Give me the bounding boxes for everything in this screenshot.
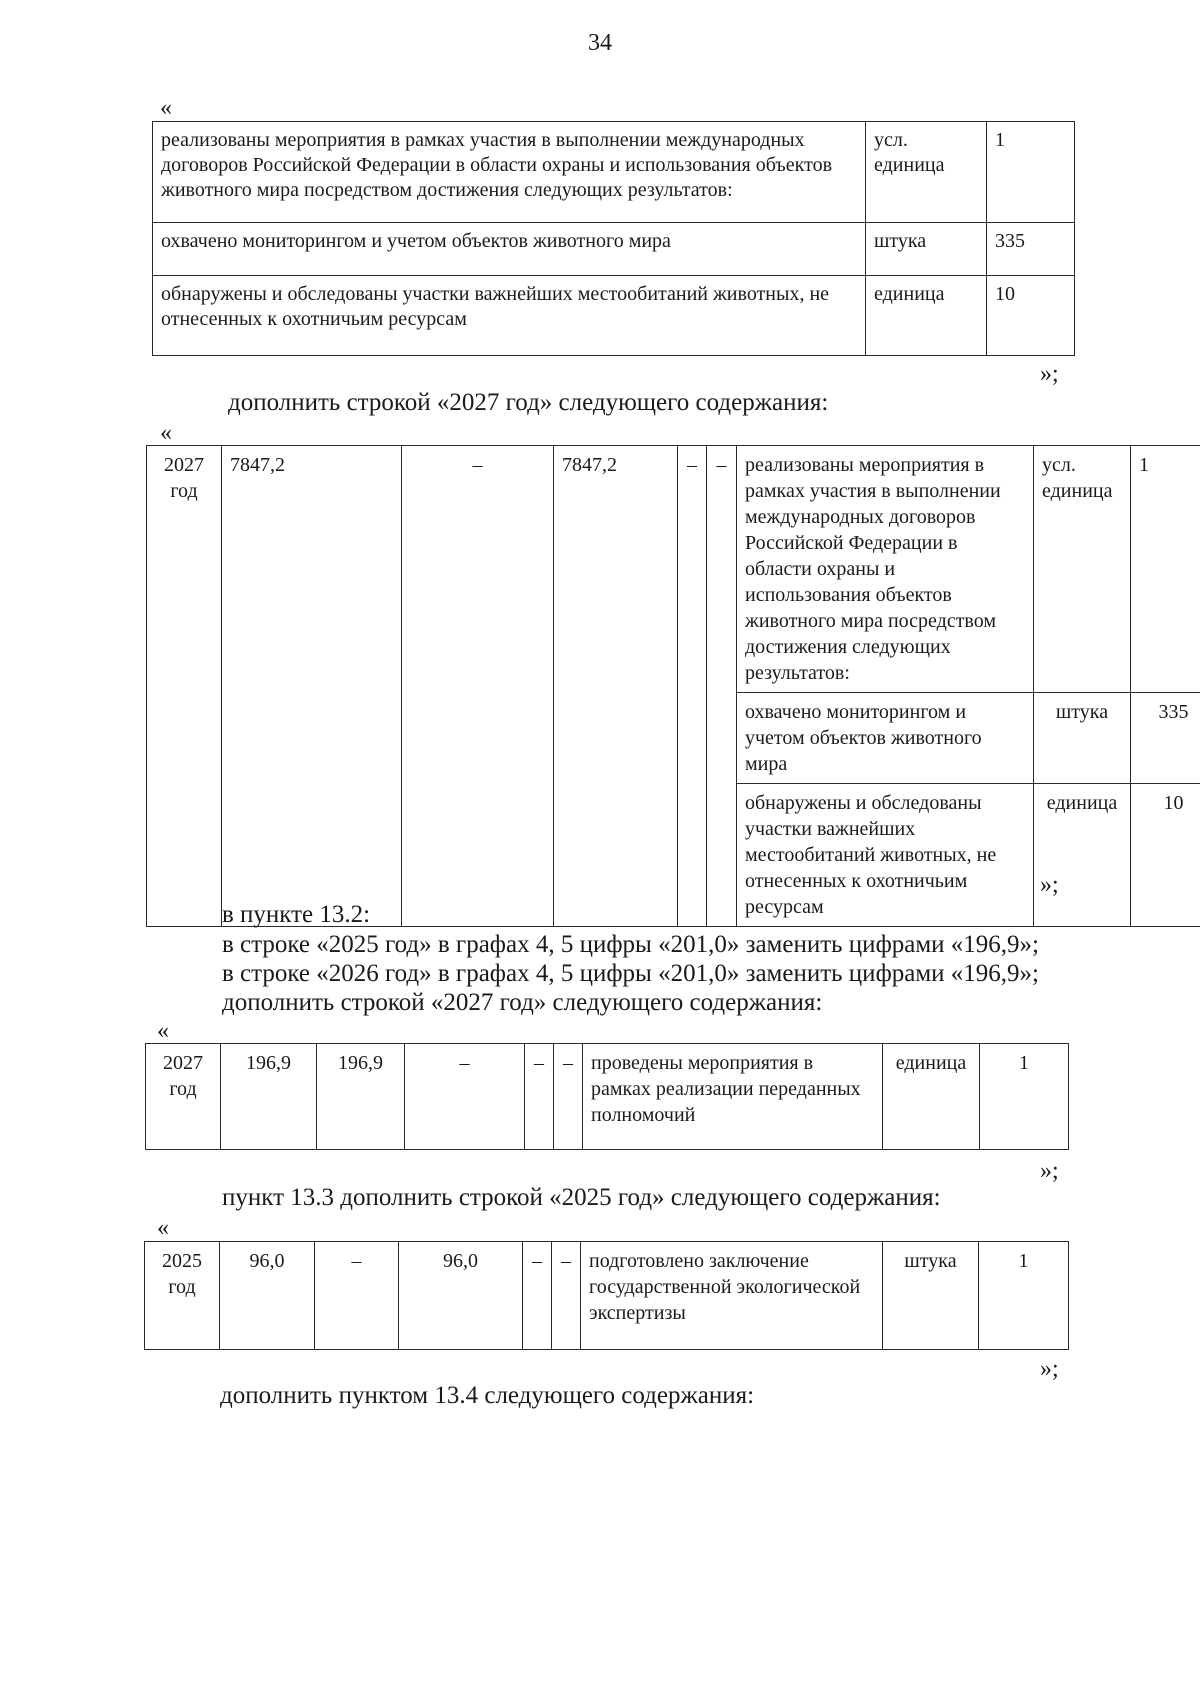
result-text: обнаружены и обследованы участки важнейших местообитаний животных, не отнесенных к охотничьим ресурсам xyxy=(737,784,1034,927)
results-table-1 xyxy=(152,121,1075,356)
table-row xyxy=(146,1044,1069,1150)
amount-col4: 7847,2 xyxy=(554,446,678,927)
amount-col6: – xyxy=(552,1242,581,1350)
close-quote: »; xyxy=(1040,361,1059,387)
result-value: 1 xyxy=(979,1242,1069,1350)
year-cell: 2027 год xyxy=(147,446,222,927)
result-unit: единица xyxy=(866,276,987,356)
page-number: 34 xyxy=(588,30,612,56)
paragraph-add-2027: дополнить строкой «2027 год» следующего содержания: xyxy=(228,389,829,416)
amount-col4: – xyxy=(405,1044,525,1150)
result-text: реализованы мероприятия в рамках участия в выполнении международных договоров Российской Федерации в области охраны и использования объектов животного мира посредством достижения следующих результатов: xyxy=(153,122,866,223)
close-quote: »; xyxy=(1040,1356,1059,1382)
result-unit: единица xyxy=(883,1044,980,1150)
result-unit: единица xyxy=(1034,784,1131,927)
result-text: подготовлено заключение государственной экологической экспертизы xyxy=(581,1242,883,1350)
open-quote: « xyxy=(157,1018,169,1044)
result-text: обнаружены и обследованы участки важнейших местообитаний животных, не отнесенных к охотничьим ресурсам xyxy=(153,276,866,356)
table-row xyxy=(147,446,1200,693)
open-quote: « xyxy=(157,1215,169,1241)
table-row xyxy=(153,223,1075,276)
budget-table-13-2-2027 xyxy=(145,1043,1069,1150)
amount-col3: – xyxy=(402,446,554,927)
open-quote: « xyxy=(160,420,172,446)
budget-table-13-3-2025 xyxy=(144,1241,1069,1350)
amount-col3: – xyxy=(315,1242,399,1350)
amount-col5: – xyxy=(678,446,707,927)
result-value: 1 xyxy=(980,1044,1069,1150)
open-quote: « xyxy=(160,95,172,121)
result-unit: усл. единица xyxy=(866,122,987,223)
result-value: 335 xyxy=(987,223,1075,276)
result-value: 10 xyxy=(1131,784,1200,927)
amount-col3: 196,9 xyxy=(317,1044,405,1150)
amount-total: 96,0 xyxy=(220,1242,315,1350)
result-value: 335 xyxy=(1131,693,1200,784)
amount-col4: 96,0 xyxy=(399,1242,523,1350)
amount-col6: – xyxy=(707,446,737,927)
result-text: охвачено мониторингом и учетом объектов животного мира xyxy=(153,223,866,276)
budget-table-2027 xyxy=(146,445,1200,927)
year-cell: 2027 год xyxy=(146,1044,221,1150)
result-unit: усл. единица xyxy=(1034,446,1131,693)
result-value: 1 xyxy=(1131,446,1200,693)
table-row xyxy=(153,276,1075,356)
result-value: 1 xyxy=(987,122,1075,223)
amount-col5: – xyxy=(525,1044,554,1150)
result-unit: штука xyxy=(883,1242,979,1350)
result-unit: штука xyxy=(1034,693,1131,784)
paragraph-13-2-line-2026: в строке «2026 год» в графах 4, 5 цифры «201,0» заменить цифрами «196,9»; xyxy=(222,960,1040,987)
result-text: охвачено мониторингом и учетом объектов животного мира xyxy=(737,693,1034,784)
amount-total: 7847,2 xyxy=(222,446,402,927)
result-unit: штука xyxy=(866,223,987,276)
result-text: проведены мероприятия в рамках реализации переданных полномочий xyxy=(583,1044,883,1150)
result-value: 10 xyxy=(987,276,1075,356)
table-row xyxy=(153,122,1075,223)
paragraph-13-2-add-2027: дополнить строкой «2027 год» следующего содержания: xyxy=(222,989,823,1016)
table-row xyxy=(145,1242,1069,1350)
result-text: реализованы мероприятия в рамках участия в выполнении международных договоров Российской Федерации в области охраны и использования объектов животного мира посредством достижения следующих результатов: xyxy=(737,446,1034,693)
paragraph-13-2-heading: в пункте 13.2: xyxy=(222,901,371,928)
year-cell: 2025 год xyxy=(145,1242,220,1350)
paragraph-13-4: дополнить пунктом 13.4 следующего содержания: xyxy=(220,1382,755,1409)
paragraph-13-2-line-2025: в строке «2025 год» в графах 4, 5 цифры «201,0» заменить цифрами «196,9»; xyxy=(222,931,1040,958)
close-quote: »; xyxy=(1040,1158,1059,1184)
amount-col5: – xyxy=(523,1242,552,1350)
close-quote: »; xyxy=(1040,872,1059,898)
paragraph-13-3: пункт 13.3 дополнить строкой «2025 год» следующего содержания: xyxy=(222,1184,941,1211)
amount-total: 196,9 xyxy=(221,1044,317,1150)
amount-col6: – xyxy=(554,1044,583,1150)
